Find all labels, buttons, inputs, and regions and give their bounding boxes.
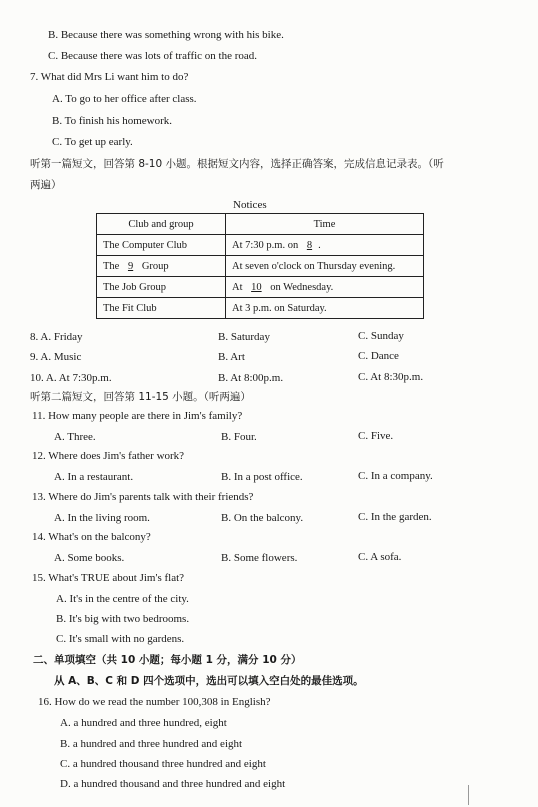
q6-option-b: B. Because there was something wrong with his bike. <box>48 29 284 41</box>
q12-question: 12. Where does Jim's father work? <box>32 450 185 462</box>
blank-9: 9 <box>127 260 134 272</box>
q7-option-b: B. To finish his homework. <box>52 115 173 127</box>
q11-option-c: C. Five. <box>358 430 394 442</box>
q10-option-a: 10. A. At 7:30p.m. <box>30 372 112 384</box>
q14-option-c: C. A sofa. <box>358 551 402 563</box>
section2-heading: 二、单项填空（共 10 小题；每小题 1 分，满分 10 分） <box>33 654 302 666</box>
q12-option-a: A. In a restaurant. <box>54 471 134 483</box>
q11-option-a: A. Three. <box>54 431 96 443</box>
table-row <box>97 298 424 319</box>
page-edge-line <box>468 785 469 805</box>
table-row <box>97 277 424 298</box>
q7-option-a: A. To go to her office after class. <box>52 93 197 105</box>
q16-option-b: B. a hundred and three hundred and eight <box>60 738 243 750</box>
q15-question: 15. What's TRUE about Jim's flat? <box>32 572 185 584</box>
q12-option-c: C. In a company. <box>358 470 433 482</box>
q9-option-b: B. Art <box>218 351 245 363</box>
passage1-instruction-line1: 听第一篇短文，回答第 8-10 小题。根据短文内容，选择正确答案，完成信息记录表。（听 <box>30 158 444 170</box>
q15-option-a: A. It's in the centre of the city. <box>56 593 189 605</box>
q10-option-b: B. At 8:00p.m. <box>218 372 284 384</box>
q14-option-a: A. Some books. <box>54 552 125 564</box>
q13-option-c: C. In the garden. <box>358 511 432 523</box>
q6-option-c: C. Because there was lots of traffic on the road. <box>48 50 258 62</box>
q13-question: 13. Where do Jim's parents talk with their friends? <box>32 491 254 503</box>
q7-question: 7. What did Mrs Li want him to do? <box>30 71 189 83</box>
time-cell: At seven o'clock on Thursday evening. <box>226 256 424 277</box>
q16-option-a: A. a hundred and three hundred, eight <box>60 717 227 729</box>
q8-option-b: B. Saturday <box>218 331 270 343</box>
table-header-row <box>97 214 424 235</box>
section2-instruction: 从 A、B、C 和 D 四个选项中，选出可以填入空白处的最佳选项。 <box>54 675 364 687</box>
blank-10: 10 <box>251 281 262 293</box>
q7-option-c: C. To get up early. <box>52 136 133 148</box>
blank-8: 8 <box>306 239 313 251</box>
q8-option-c: C. Sunday <box>358 330 404 342</box>
time-cell: At 3 p.m. on Saturday. <box>226 298 424 319</box>
table-row <box>97 256 424 277</box>
q12-option-b: B. In a post office. <box>221 471 303 483</box>
club-cell: The Computer Club <box>97 235 226 256</box>
q16-question: 16. How do we read the number 100,308 in English? <box>38 696 271 708</box>
header-club: Club and group <box>97 214 226 235</box>
club-cell: The 9 Group <box>97 256 226 277</box>
q15-option-b: B. It's big with two bedrooms. <box>56 613 190 625</box>
q13-option-a: A. In the living room. <box>54 512 150 524</box>
table-row <box>97 235 424 256</box>
q9-option-c: C. Dance <box>358 350 399 362</box>
q14-question: 14. What's on the balcony? <box>32 531 151 543</box>
time-cell: At 7:30 p.m. on 8 . <box>226 235 424 256</box>
notices-table <box>96 213 424 319</box>
q16-option-c: C. a hundred thousand three hundred and eight <box>60 758 266 770</box>
q16-option-d: D. a hundred thousand and three hundred and eight <box>60 778 286 790</box>
notices-title: Notices <box>233 199 267 211</box>
q10-option-c: C. At 8:30p.m. <box>358 371 424 383</box>
club-cell: The Fit Club <box>97 298 226 319</box>
q11-question: 11. How many people are there in Jim's family? <box>32 410 243 422</box>
passage1-instruction-line2: 两遍） <box>30 179 62 191</box>
header-time: Time <box>226 214 424 235</box>
q13-option-b: B. On the balcony. <box>221 512 304 524</box>
q14-option-b: B. Some flowers. <box>221 552 298 564</box>
club-cell: The Job Group <box>97 277 226 298</box>
passage2-instruction: 听第二篇短文，回答第 11-15 小题。（听两遍） <box>30 391 251 403</box>
q11-option-b: B. Four. <box>221 431 257 443</box>
q8-option-a: 8. A. Friday <box>30 331 83 343</box>
time-cell: At 10 on Wednesday. <box>226 277 424 298</box>
q15-option-c: C. It's small with no gardens. <box>56 633 185 645</box>
q9-option-a: 9. A. Music <box>30 351 82 363</box>
